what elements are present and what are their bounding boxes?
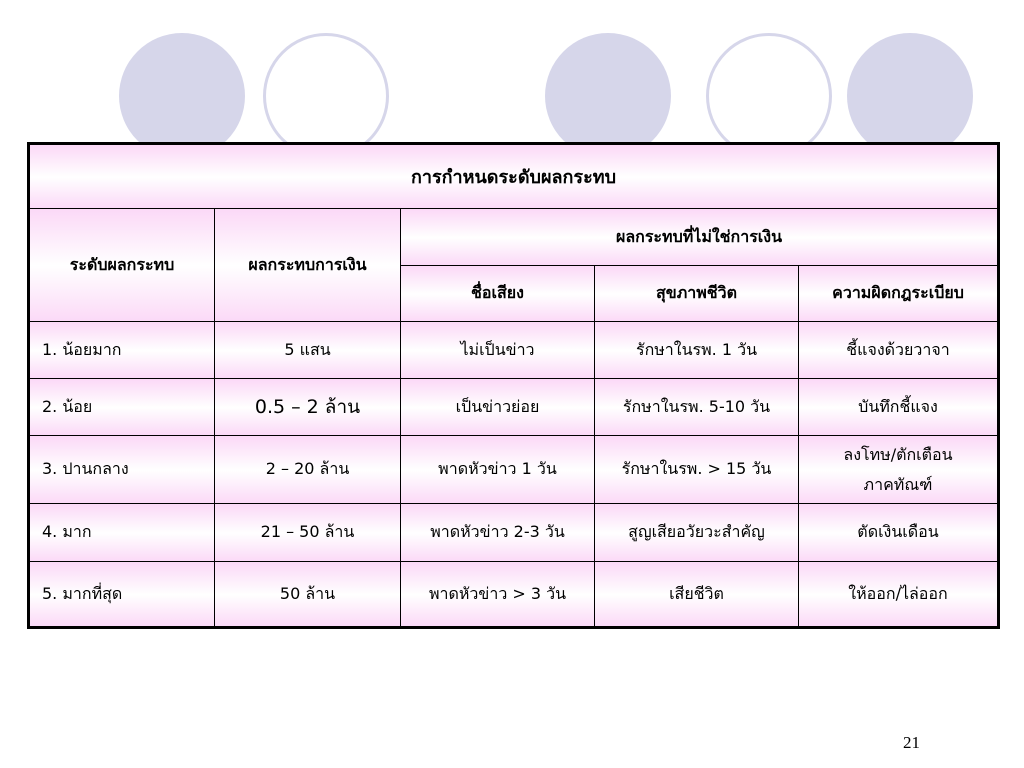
- cell-financial: 2 – 20 ล้าน: [215, 436, 401, 504]
- header-non-financial: ผลกระทบที่ไม่ใช่การเงิน: [401, 209, 999, 266]
- decorative-circle-outline: [263, 33, 389, 159]
- cell-health: รักษาในรพ. > 15 วัน: [595, 436, 799, 504]
- decorative-circle-filled: [119, 33, 245, 159]
- cell-compliance: [799, 436, 999, 504]
- decorative-circle-filled: [545, 33, 671, 159]
- cell-health: รักษาในรพ. 1 วัน: [595, 322, 799, 379]
- cell-reputation: ไม่เป็นข่าว: [401, 322, 595, 379]
- decorative-circle-outline: [706, 33, 832, 159]
- cell-level: 2. น้อย: [29, 379, 215, 436]
- cell-financial: 21 – 50 ล้าน: [215, 504, 401, 562]
- cell-financial: 0.5 – 2 ล้าน: [215, 379, 401, 436]
- cell-financial: 50 ล้าน: [215, 562, 401, 628]
- impact-level-table: [27, 142, 1000, 629]
- header-level: ระดับผลกระทบ: [29, 209, 215, 322]
- table-header-row: [29, 209, 999, 266]
- header-health: สุขภาพชีวิต: [595, 266, 799, 322]
- cell-compliance: ชี้แจงด้วยวาจา: [799, 322, 999, 379]
- cell-compliance-line: ลงโทษ/ตักเตือน: [843, 444, 953, 464]
- cell-reputation: พาดหัวข่าว 2-3 วัน: [401, 504, 595, 562]
- slide-number: 21: [903, 733, 920, 752]
- cell-level: 5. มากที่สุด: [29, 562, 215, 628]
- table-row: [29, 504, 999, 562]
- table-row: [29, 379, 999, 436]
- cell-health: รักษาในรพ. 5-10 วัน: [595, 379, 799, 436]
- cell-compliance: ให้ออก/ไล่ออก: [799, 562, 999, 628]
- table-row: [29, 436, 999, 504]
- header-financial: ผลกระทบการเงิน: [215, 209, 401, 322]
- cell-reputation: พาดหัวข่าว > 3 วัน: [401, 562, 595, 628]
- cell-level: 1. น้อยมาก: [29, 322, 215, 379]
- cell-reputation: เป็นข่าวย่อย: [401, 379, 595, 436]
- cell-health: สูญเสียอวัยวะสำคัญ: [595, 504, 799, 562]
- cell-financial: 5 แสน: [215, 322, 401, 379]
- cell-compliance: บันทึกชี้แจง: [799, 379, 999, 436]
- cell-compliance-line: ภาคทัณฑ์: [863, 474, 933, 494]
- decorative-circle-filled: [847, 33, 973, 159]
- header-compliance: ความผิดกฎระเบียบ: [799, 266, 999, 322]
- cell-level: 3. ปานกลาง: [29, 436, 215, 504]
- header-reputation: ชื่อเสียง: [401, 266, 595, 322]
- cell-health: เสียชีวิต: [595, 562, 799, 628]
- cell-compliance: ตัดเงินเดือน: [799, 504, 999, 562]
- cell-reputation: พาดหัวข่าว 1 วัน: [401, 436, 595, 504]
- table-row: [29, 562, 999, 628]
- cell-level: 4. มาก: [29, 504, 215, 562]
- table-title-row: [29, 144, 999, 209]
- table-row: [29, 322, 999, 379]
- table-title: การกำหนดระดับผลกระทบ: [29, 144, 999, 209]
